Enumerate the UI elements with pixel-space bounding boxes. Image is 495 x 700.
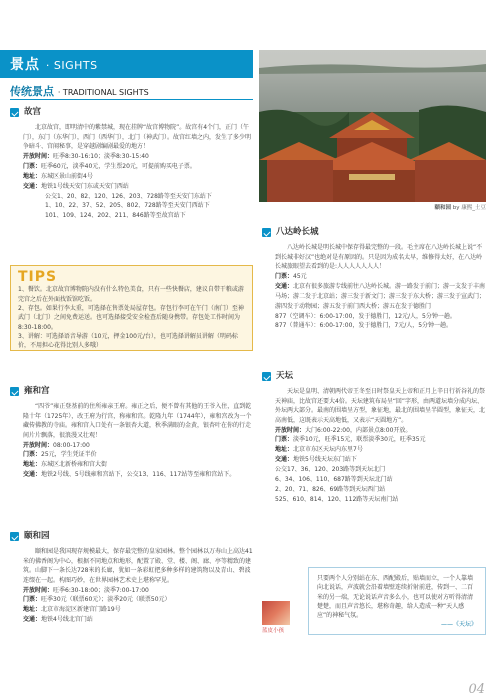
yonghegong-traffic: 地铁2号线、5号线雍和宫站下，公交13、116、117站等至雍和宫站下。 bbox=[41, 471, 236, 479]
yonghegong-desc: “四爷”雍正登基前的住所雍亲王府。雍正之后，便不曾有其他的王爷入住，直到乾隆十年（1725年），改王府为行宫，称雍和宫。乾隆九年（1744年），雍和宫改为一个藏传佛教的寺庙。雍和宫入口处有一条银杏大道，秋季满眼的金黄，银杏叶在你的行走间片片飘落，很浪漫又壮观！ bbox=[23, 403, 252, 439]
quote-text: 只要两个人分别站在东、西配殿后，贴墙而立，一个人靠墙向北说话，声波就会沿着墙壁连续折射前进，传到一、二百米的另一端，无论说话声音多么小，也可以使对方听得清清楚楚，而且声音悠长，堪称奇趣，给人造成一种“天人感应”的神秘气氛。 bbox=[317, 575, 474, 620]
tip-2: 2、存包。如果行李太重，可选择在售票处局屋存包。存包行李可在午门（南门）至神武门（北门）之间免费运送。也可选择接受安全检查后随身携带。存包处工作时间为8:30-18:00。 bbox=[18, 304, 244, 331]
tiantan-address: 北京市东区天坛内东里7号 bbox=[293, 446, 363, 454]
yiheyuan-photo bbox=[259, 50, 486, 202]
section-yiheyuan: 颐和园 颐和园是我国现存规模最大，保存最完整的皇家园林。整个园林以万寿山上高达41米的佛香阁为中心，根据不同地点和地形，配置了殿、堂、楼、阁、廊、亭等精致的建筑。山脚下一条长达728米的长廊，犹如一条彩虹把多种多样的建筑物以及青山、碧波连缀在一起。构图巧妙，在世界园林艺术史上堪称罕见。 开放时间：旺季6:30-18:00；淡季7:00-17:00 门票：旺季30元（联票60元）；淡季20元（联票50元） 地址：北京市海淀区新建宫门路19号 交通：地铁4号线北宫门站 bbox=[10, 530, 253, 625]
badaling-bus-1: 877（空调车）：6:00-17:00，发于德胜门，12元/人，5分钟一趟。 bbox=[275, 312, 456, 320]
section-marker-icon bbox=[262, 372, 271, 381]
tip-3: 3、讲解：可选择语音导游（10元，押金100元/台），也可选择讲解员讲解（明码标价，不用担心花得比别人多哦） bbox=[18, 332, 238, 350]
tiantan-hours: 大门6:00-22:00，内部景点8:00开放。 bbox=[305, 426, 412, 434]
quote-box bbox=[308, 567, 486, 635]
yiheyuan-address: 北京市海淀区新建宫门路19号 bbox=[41, 606, 121, 614]
tiantan-traffic: 地铁5号线天坛东门站下 bbox=[293, 456, 357, 464]
gugong-hours: 旺季8:30-16:10；淡季8:30-15:40 bbox=[53, 152, 149, 160]
gugong-ticket: 旺季60元，淡季40元，学生票20元，可提前购买电子票。 bbox=[41, 162, 196, 170]
badaling-title: 八达岭长城 bbox=[276, 227, 319, 237]
yiheyuan-ticket: 旺季30元（联票60元）；淡季20元（联票50元） bbox=[41, 596, 171, 604]
section-title: 景点 · SIGHTS bbox=[10, 57, 98, 73]
gugong-desc: 北京故宫，即明清中的紫禁城，现在挂牌“故宫博物院”。故宫有4个门，正门（午门），东门（东华门），西门（西华门），北门（神武门）。故宫红墙之内，发生了多少明争暗斗、宫闱秘事，是穿越剧编剧最爱的地方！ bbox=[23, 124, 252, 151]
yiheyuan-traffic: 地铁4号线北宫门站 bbox=[41, 616, 93, 624]
subsection-header bbox=[10, 83, 253, 100]
yiheyuan-hours: 旺季6:30-18:00；淡季7:00-17:00 bbox=[53, 586, 149, 594]
section-marker-icon bbox=[262, 228, 271, 237]
user-name: 蓝皮小孩 bbox=[262, 628, 285, 634]
gugong-address: 东城区景山前街4号 bbox=[41, 172, 93, 180]
yiheyuan-desc: 颐和园是我国现存规模最大，保存最完整的皇家园林。整个园林以万寿山上高达41米的佛香阁为中心，根据不同地点和地形，配置了殿、堂、楼、阁、廊、亭等精致的建筑。山脚下一条长达728米的长廊，犹如一条彩虹把多种多样的建筑物以及青山、碧波连缀在一起。构图巧妙，在世界园林艺术史上堪称罕见。 bbox=[23, 548, 253, 584]
tiantan-bus-4: 525、610、814、120、112路等天坛南门站 bbox=[275, 495, 399, 503]
tiantan-ticket: 淡季10元，旺季15元，联票淡季30元，旺季35元 bbox=[293, 436, 426, 444]
subsection-title: 传统景点 · TRADITIONAL SIGHTS bbox=[10, 85, 149, 98]
tiantan-bus-2: 6、34、106、110、687路等到天坛北门站 bbox=[275, 476, 393, 483]
section-badaling: 八达岭长城 八达岭长城是明长城中保存得最完整的一段。毛主席在八达岭长城上说“不到长城非好汉”也绝对是有原因的。只是因为成名太早，维修得太好，在八达岭长城旅眼望去看到的是:人人人人人人人！ 门票：45元 交通：北京有很多旅游专线前往八达岭长城。游一路发于前门；游一支发于丰南马场；游二发于北京站；游三发于新文门；游三发于东大桥；游三发于宣武门；游四发于动物园；游五发于前门西大桥；游五在发于德胜门 877（空调车）：6:00-17:00，发于德胜门，12元/人，5分钟一趟。 877（普通车）：6:00-17:00，发于德胜门，7元/人，5分钟一趟。 bbox=[262, 226, 486, 331]
tiantan-title: 天坛 bbox=[276, 371, 294, 381]
tiantan-bus-3: 2、20、71、826、69路等到天坛西门站 bbox=[275, 485, 386, 493]
yiheyuan-title: 颐和园 bbox=[24, 531, 50, 541]
section-marker-icon bbox=[10, 387, 19, 396]
badaling-traffic: 北京有很多旅游专线前往八达岭长城。游一路发于前门；游一支发于丰南马场；游二发于北京站；游三发于新文门；游三发于东大桥；游三发于宣武门；游四发于动物园；游五发于前门西大桥；游五在发于德胜门 bbox=[275, 282, 486, 310]
yonghegong-hours: 08:00-17:00 bbox=[53, 441, 90, 449]
photo-caption: 颐和园 by 康熙_土豆 bbox=[434, 205, 486, 211]
gugong-title: 故宫 bbox=[24, 107, 42, 117]
section-yonghegong: 雍和宫 “四爷”雍正登基前的住所雍亲王府。雍正之后，便不曾有其他的王爷入住，直到乾隆十年（1725年），改王府为行宫，称雍和宫。乾隆九年（1744年），雍和宫改为一个藏传佛教的寺庙。雍和宫入口处有一条银杏大道，秋季满眼的金黄，银杏叶在你的行走间片片飘落，很浪漫又壮观！ 开放时间：08:00-17:00 门票：25元，学生凭证半价 地址：东城区北新桥雍和宫大街 交通：地铁2号线、5号线雍和宫站下，公交13、116、117站等至雍和宫站下。 bbox=[10, 385, 253, 480]
tip-1: 1、餐饮。北京故宫博物院内没有什么特色美食，只有一些快餐店，建议自带干粮或游完宫之后在外面找饭馆吃饭。 bbox=[18, 286, 244, 303]
quote-block bbox=[262, 567, 486, 637]
page-number: 04 bbox=[468, 682, 485, 697]
section-header-bar bbox=[0, 50, 253, 78]
tips-box bbox=[10, 265, 253, 351]
gugong-bus-1: 公交1、20、82、120、126、203、728路等至天安门东站下 bbox=[45, 192, 212, 200]
yonghegong-address: 东城区北新桥雍和宫大街 bbox=[41, 461, 108, 469]
quote-source: ——《天坛》 bbox=[440, 621, 477, 629]
tiantan-desc: 天坛是皇明、清朝两代帝王冬至日时祭皇天上帝和正月上辛日行祈谷礼的祭天神庙，比故宫还要大4倍。天坛建筑布局呈“回”字形，由两道坛墙分成内坛、外坛两大部分。最南的围墙呈方型，象征地，最北的围墙呈半圆型，象征天，北高南低，这既表示天高地低，又表示“天圆地方”。 bbox=[275, 388, 486, 424]
section-marker-icon bbox=[10, 108, 19, 117]
badaling-bus-2: 877（普通车）：6:00-17:00，发于德胜门，7元/人，5分钟一趟。 bbox=[275, 322, 453, 330]
badaling-ticket: 45元 bbox=[293, 272, 307, 280]
yonghegong-ticket: 25元，学生凭证半价 bbox=[41, 451, 97, 459]
tips-title: TIPS bbox=[18, 269, 58, 285]
section-marker-icon bbox=[10, 532, 19, 541]
section-gugong: 故宫 北京故宫，即明清中的紫禁城，现在挂牌“故宫博物院”。故宫有4个门，正门（午门），东门（东华门），西门（西华门），北门（神武门）。故宫红墙之内，发生了多少明争暗斗、宫闱秘事，是穿越剧编剧最爱的地方！ 开放时间：旺季8:30-16:10；淡季8:30-15:40 门票：旺季60元，淡季40元，学生票20元，可提前购买电子票。 地址：东城区景山前街4号 交通：地铁1号线天安门东或天安门西站 公交1、20、82、120、126、203、728路等至天安门东站下 1、10、22、37、52、205、802、728路等至天安门西站下 101、109、124、202、211、846路等至故宫站下 bbox=[10, 106, 253, 221]
tiantan-bus-1: 公交17、36、120、203路等到天坛北门 bbox=[275, 466, 386, 474]
user-avatar bbox=[262, 601, 290, 625]
yonghegong-title: 雍和宫 bbox=[24, 386, 50, 396]
gugong-traffic: 地铁1号线天安门东或天安门西站 bbox=[41, 182, 129, 190]
section-tiantan: 天坛 天坛是皇明、清朝两代帝王冬至日时祭皇天上帝和正月上辛日行祈谷礼的祭天神庙，比故宫还要大4倍。天坛建筑布局呈“回”字形，由两道坛墙分成内坛、外坛两大部分。最南的围墙呈方型，象征地，最北的围墙呈半圆型，象征天，北高南低，这既表示天高地低，又表示“天圆地方”。 开放时间：大门6:00-22:00，内部景点8:00开放。 门票：淡季10元，旺季15元，联票淡季30元，旺季35元 地址：北京市东区天坛内东里7号 交通：地铁5号线天坛东门站下 公交17、36、120、203路等到天坛北门 6、34、106、110、687路等到天坛北门站 2、20、71、826、69路等到天坛西门站 525、610、814、120、112路等天坛南门站 bbox=[262, 370, 486, 505]
gugong-bus-3: 101、109、124、202、211、846路等至故宫站下 bbox=[45, 212, 186, 220]
gugong-bus-2: 1、10、22、37、52、205、802、728路等至天安门西站下 bbox=[45, 202, 210, 210]
badaling-desc: 八达岭长城是明长城中保存得最完整的一段。毛主席在八达岭长城上说“不到长城非好汉”也绝对是有原因的。只是因为成名太早，维修得太好，在八达岭长城旅眼望去看到的是:人人人人人人人！ bbox=[275, 244, 483, 271]
